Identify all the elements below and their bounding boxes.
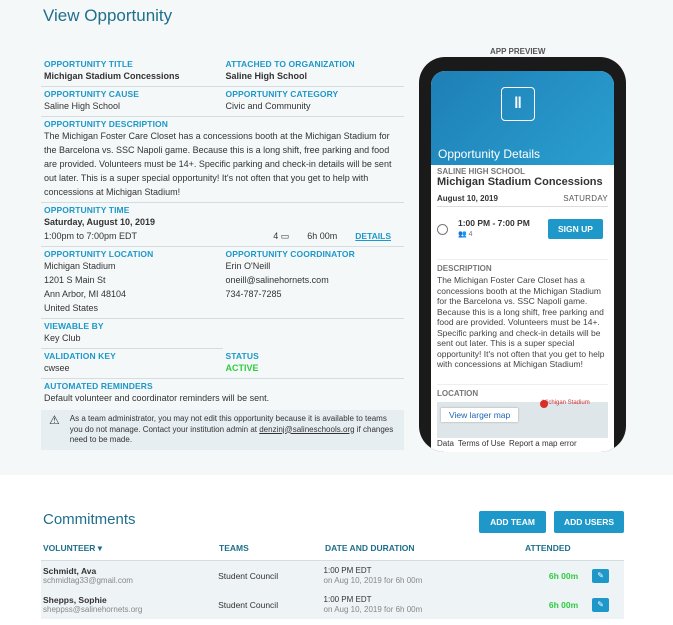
time-date: Saturday, August 10, 2019: [44, 217, 156, 227]
table-row: [41, 561, 624, 590]
col-volunteer[interactable]: VOLUNTEER ▾: [43, 543, 103, 553]
validation-key: cwsee: [44, 363, 70, 373]
map-data-link[interactable]: Data: [437, 438, 454, 448]
cause-label: OPPORTUNITY CAUSE: [44, 89, 140, 99]
app-header-title: Opportunity Details: [438, 147, 541, 161]
commit-time: 1:00 PM EDT: [323, 566, 372, 575]
category-label: OPPORTUNITY CATEGORY: [225, 89, 339, 99]
coordinator-label: OPPORTUNITY COORDINATOR: [225, 249, 355, 259]
col-date-duration: DATE AND DURATION: [325, 543, 415, 553]
viewable-label: VIEWABLE BY: [44, 321, 104, 331]
commit-time: 1:00 PM EDT: [323, 595, 372, 604]
app-location-label: LOCATION: [437, 384, 608, 398]
phone-preview: [419, 57, 626, 452]
table-header: [41, 543, 624, 561]
slot-time: 1:00 PM - 7:00 PM: [458, 218, 530, 228]
app-date: August 10, 2019: [437, 194, 498, 203]
validation-label: VALIDATION KEY: [44, 351, 116, 361]
attached-org: Saline High School: [225, 71, 308, 81]
commitments-table: [41, 543, 624, 619]
coordinator-name: Erin O'Neill: [225, 261, 271, 271]
slot-count: 👥 4: [458, 231, 473, 238]
time-duration: 6h 00m: [307, 231, 338, 241]
coordinator-phone: 734-787-7285: [225, 289, 282, 299]
map-report-link[interactable]: Report a map error: [509, 438, 577, 448]
warning-icon: ⚠: [49, 413, 60, 427]
col-attended: ATTENDED: [525, 543, 571, 553]
signup-button[interactable]: SIGN UP: [548, 219, 603, 239]
reminders-label: AUTOMATED REMINDERS: [44, 381, 153, 391]
team: Student Council: [218, 570, 279, 581]
app-org: SALINE HIGH SCHOOL: [437, 167, 526, 176]
app-preview-label: APP PREVIEW: [490, 47, 546, 56]
title-label: OPPORTUNITY TITLE: [44, 59, 133, 69]
location-city: Ann Arbor, MI 48104: [44, 289, 127, 299]
map-place-label: Michigan Stadium: [542, 399, 590, 406]
viewable-by: Key Club: [44, 333, 81, 343]
table-row: [41, 590, 624, 619]
volunteer-email: schmidtag33@gmail.com: [43, 576, 133, 585]
team: Student Council: [218, 599, 279, 610]
commit-date: on Aug 10, 2019 for 6h 00m: [323, 605, 423, 614]
people-icon: 👥: [458, 231, 467, 238]
add-team-button[interactable]: ADD TEAM: [479, 511, 546, 533]
opportunity-title: Michigan Stadium Concessions: [44, 71, 180, 81]
location-country: United States: [44, 303, 99, 313]
description-label: OPPORTUNITY DESCRIPTION: [44, 119, 168, 129]
volunteer-name: Shepps, Sophie: [43, 595, 107, 605]
status-label: STATUS: [225, 351, 259, 361]
edit-icon[interactable]: ✎: [592, 569, 609, 583]
details-link[interactable]: DETAILS: [355, 231, 391, 241]
map-terms-link[interactable]: Terms of Use: [457, 438, 506, 448]
attached-org-label: ATTACHED TO ORGANIZATION: [225, 59, 355, 69]
page-title: View Opportunity: [43, 6, 173, 25]
notice-text: As a team administrator, you may not edit this opportunity because it is available to teams you do not manage. Contact your institution admin at denzinj@salineschools.org if changes need to be made.: [69, 414, 394, 444]
view-larger-map-button[interactable]: View larger map: [441, 408, 518, 422]
app-header: [431, 71, 614, 165]
volunteer-name: Schmidt, Ava: [43, 566, 97, 576]
location-name: Michigan Stadium: [44, 261, 116, 271]
time-range: 1:00pm to 7:00pm EDT: [44, 231, 138, 241]
app-description-label: DESCRIPTION: [437, 259, 608, 273]
location-street: 1201 S Main St: [44, 275, 106, 285]
admin-email-link[interactable]: denzinj@salineschools.org: [259, 424, 355, 434]
map[interactable]: [437, 399, 608, 438]
phone-screen: [431, 71, 614, 452]
commitments-title: Commitments: [43, 511, 136, 528]
status-badge: ACTIVE: [225, 363, 259, 373]
cause: Saline High School: [44, 101, 121, 111]
volunteer-email: sheppss@salinehornets.org: [43, 605, 143, 614]
reminders: Default volunteer and coordinator reminders will be sent.: [44, 393, 270, 403]
location-label: OPPORTUNITY LOCATION: [44, 249, 154, 259]
app-description: The Michigan Foster Care Closet has a concessions booth at the Michigan Stadium for the Barcelona vs. SSC Napoli game. Because this is a long shift, free parking and food are provided. Volunteers must be 14+. Specific parking and check-in details will be sent out later. This is a super special opportunity! It's not often that you get to help with concessions at Michigan Stadium!: [437, 275, 605, 369]
coordinator-email: oneill@salinehornets.com: [225, 275, 329, 285]
attended-hours: 6h 00m: [548, 599, 579, 610]
person-card-icon: ▭: [280, 230, 290, 241]
slots-count: 4 ▭: [273, 230, 290, 241]
edit-icon[interactable]: ✎: [592, 598, 609, 612]
add-users-button[interactable]: ADD USERS: [554, 511, 624, 533]
app-day: SATURDAY: [563, 194, 608, 203]
col-teams: TEAMS: [219, 543, 249, 553]
admin-notice: [41, 410, 404, 450]
app-opportunity-name: Michigan Stadium Concessions: [437, 176, 603, 188]
category: Civic and Community: [225, 101, 311, 111]
app-logo-icon: ǁ: [501, 87, 535, 121]
attended-hours: 6h 00m: [548, 570, 579, 581]
opportunity-details: [41, 57, 404, 450]
description: The Michigan Foster Care Closet has a concessions booth at the Michigan Stadium for the Barcelona vs. SSC Napoli game. Because this is a long shift, free parking and food are provided. Volunteers must be 14+. Specific parking and check-in details will be sent out later. This is a super special opportunity! It's not often that you get to help with concessions at Michigan Stadium!: [44, 131, 392, 197]
app-slot: [437, 213, 608, 245]
time-label: OPPORTUNITY TIME: [44, 205, 130, 215]
commit-date: on Aug 10, 2019 for 6h 00m: [323, 576, 423, 585]
map-footer: [437, 439, 608, 448]
slot-radio[interactable]: [437, 224, 448, 235]
